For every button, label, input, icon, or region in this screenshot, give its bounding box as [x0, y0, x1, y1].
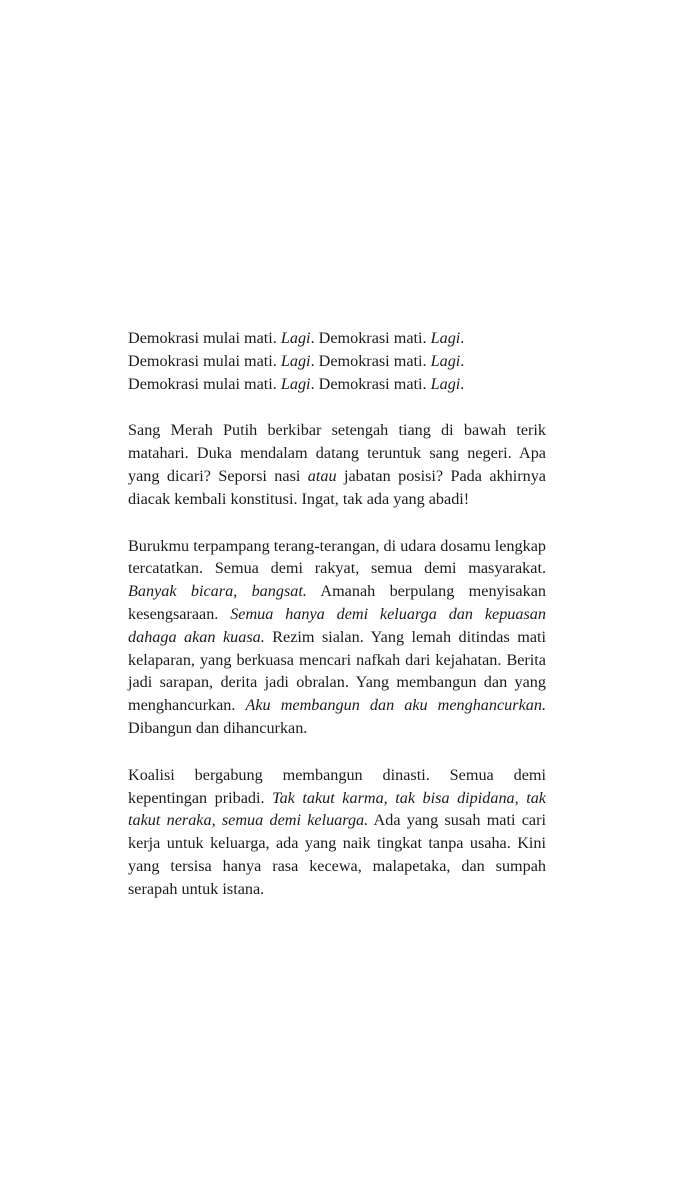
stanza-line: Demokrasi mulai mati. Lagi. Demokrasi mati. Lagi. — [128, 329, 465, 347]
paragraph-burukmu: Burukmu terpampang terang-terangan, di udara dosamu lengkap tercatatkan. Semua demi rakyat, semua demi masyarakat. Banyak bicara, bangsat. Amanah berpulang menyisakan kesengsaraan. Semua hanya demi keluarga dan kepuasan dahaga akan kuasa. Rezim sialan. Yang lemah ditindas mati kelaparan, yang berkuasa mencari nafkah dari kejahatan. Berita jadi sarapan, derita jadi obralan. Yang membangun dan yang menghancurkan. Aku membangun dan aku menghancurkan. Dibangun dan dihancurkan. — [128, 536, 546, 737]
opening-stanza — [128, 327, 546, 395]
paragraph-koalisi: Koalisi bergabung membangun dinasti. Semua demi kepentingan pribadi. Tak takut karma, tak bisa dipidana, tak takut neraka, semua demi keluarga. Ada yang susah mati cari kerja untuk keluarga, ada yang naik tingkat tanpa usaha. Kini yang tersisa hanya rasa kecewa, malapetaka, dan sumpah serapah untuk istana. — [128, 765, 546, 898]
document-page — [128, 327, 546, 925]
stanza-line: Demokrasi mulai mati. Lagi. Demokrasi mati. Lagi. — [128, 374, 465, 393]
stanza-line: Demokrasi mulai mati. Lagi. Demokrasi mati. Lagi. — [128, 351, 465, 370]
paragraph-merah-putih: Sang Merah Putih berkibar setengah tiang di bawah terik matahari. Duka mendalam datang teruntuk sang negeri. Apa yang dicari? Seporsi nasi atau jabatan posisi? Pada akhirnya diacak kembali konstitusi. Ingat, tak ada yang abadi! — [128, 421, 546, 508]
